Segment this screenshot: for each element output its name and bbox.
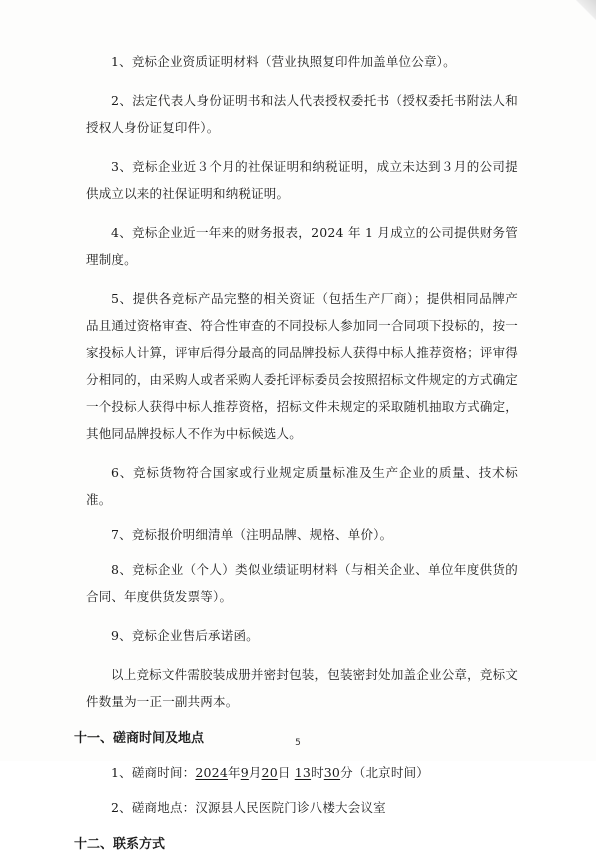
day-unit: 日: [277, 765, 291, 780]
requirement-item-8: 8、竞标企业（个人）类似业绩证明材料（与相关企业、单位年度供货的合同、年度供货发票等）。: [86, 562, 518, 604]
requirement-item-9: 9、竞标企业售后承诺函。: [111, 628, 259, 643]
requirement-item-5: 5、提供各竞标产品完整的相关资证（包括生产厂商）；提供相同品牌产品且通过资格审查、符合性审查的不同投标人参加同一合同项下投标的，按一家投标人计算，评审后得分最高的同品牌投标人获得中标人推荐资格；评审得分相同的，由采购人或者采购人委托评标委员会按照招标文件规定的方式确定一个投标人获得中标人推荐资格，招标文件未规定的采取随机抽取方式确定，其他同品牌投标人不作为中标候选人。: [86, 291, 518, 441]
month-unit: 月: [248, 765, 262, 780]
requirement-item-1: 1、竞标企业资质证明材料（营业执照复印件加盖单位公章）。: [111, 54, 456, 69]
page-number: 5: [295, 738, 301, 748]
requirement-item-6: 6、竞标货物符合国家或行业规定质量标准及生产企业的质量、技术标准。: [86, 465, 518, 507]
section-11-heading: 十一、磋商时间及地点: [74, 731, 205, 746]
consultation-year: 2024: [195, 765, 228, 780]
requirement-item-3: 3、竞标企业近３个月的社保证明和纳税证明，成立未达到３月的公司提供成立以来的社保证明和纳税证明。: [86, 159, 518, 201]
requirement-item-4: 4、竞标企业近一年来的财务报表，2024 年 1 月成立的公司提供财务管理制度。: [86, 225, 518, 267]
binding-note: 以上竞标文件需胶装成册并密封包装，包装密封处加盖企业公章，竞标文件数量为一正一副共两本。: [86, 667, 518, 709]
timezone-note: （北京时间）: [352, 765, 429, 780]
consultation-hour: 13: [294, 765, 312, 780]
hour-unit: 时: [311, 765, 324, 780]
year-unit: 年: [227, 765, 241, 780]
consultation-place: 2、磋商地点：汉源县人民医院门诊八楼大会议室: [111, 800, 386, 815]
section-12-heading: 十二、联系方式: [74, 837, 166, 852]
consultation-day: 20: [261, 765, 278, 780]
requirement-item-7: 7、竞标报价明细清单（注明品牌、规格、单价）。: [111, 527, 393, 542]
minute-unit: 分: [340, 765, 353, 780]
page-corner-fold: [576, 0, 596, 20]
consultation-time-prefix: 1、磋商时间：: [111, 765, 196, 780]
consultation-minute: 30: [323, 765, 341, 780]
consultation-time: [86, 759, 518, 786]
requirement-item-2: 2、法定代表人身份证明书和法人代表授权委托书（授权委托书附法人和授权人身份证复印件）。: [86, 93, 518, 135]
consultation-month: 9: [240, 765, 249, 780]
